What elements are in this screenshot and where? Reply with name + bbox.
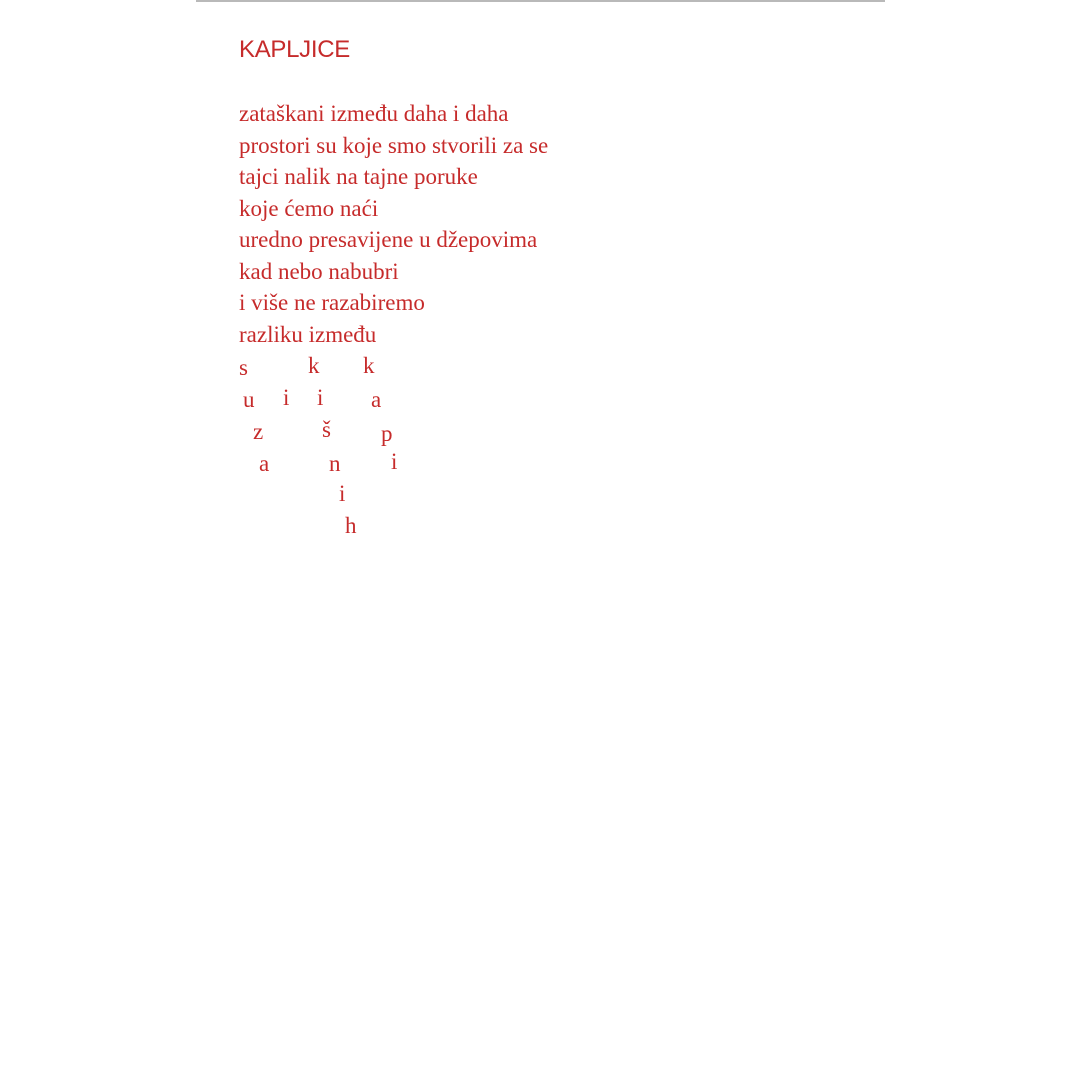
verse-line: razliku između: [239, 321, 377, 347]
drip-letter: i: [317, 385, 324, 410]
drip-letter: i: [339, 481, 346, 506]
drip-letter: z: [253, 419, 264, 444]
drip-letter: a: [371, 387, 382, 412]
drip-letter: s: [239, 355, 248, 380]
verse-line: zataškani između daha i daha: [239, 101, 509, 126]
drip-letter: k: [363, 353, 375, 378]
drip-letter: n: [329, 451, 341, 476]
drip-letter: h: [345, 513, 357, 538]
drip-letter: i: [283, 385, 290, 410]
verse-line: kad nebo nabubri: [239, 258, 399, 284]
drip-letter: k: [308, 353, 320, 378]
drip-letter: u: [243, 387, 255, 412]
top-divider: [196, 0, 885, 2]
drip-letter: a: [259, 451, 270, 476]
drip-letter: p: [381, 421, 393, 446]
verse-line: koje ćemo naći: [239, 195, 379, 221]
drip-letter: i: [391, 449, 398, 474]
drip-letter: š: [322, 417, 331, 442]
poem-verse: [239, 98, 548, 350]
verse-line: i više ne razabiremo: [239, 290, 425, 315]
verse-line: uredno presavijene u džepovima: [239, 227, 538, 252]
verse-line: tajci nalik na tajne poruke: [239, 164, 478, 189]
verse-line: prostori su koje smo stvorili za se: [239, 132, 549, 158]
poem-title: KAPLJICE: [239, 36, 350, 63]
